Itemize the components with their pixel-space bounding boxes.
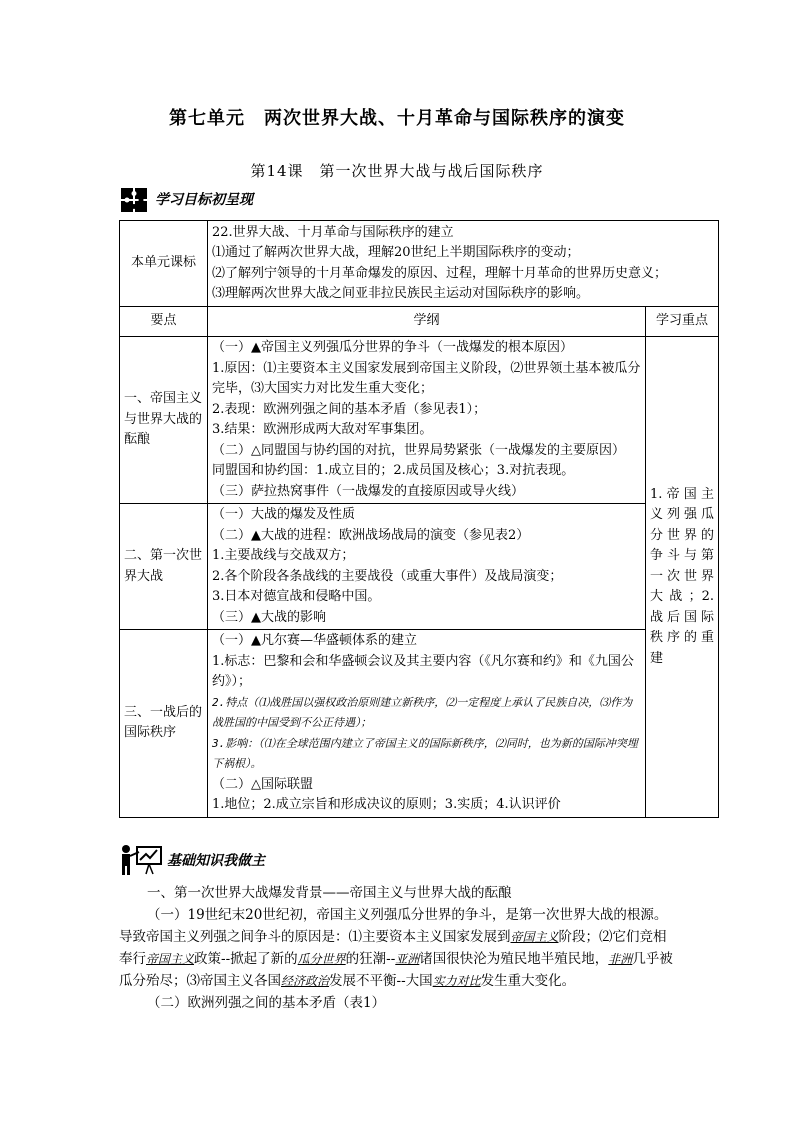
puzzle-icon <box>119 184 151 214</box>
header-focus: 学习重点 <box>645 307 718 337</box>
outline-line: 1.地位；2.成立宗旨和形成决议的原则；3.实质；4.认识评价 <box>212 797 561 812</box>
header-outline: 学纲 <box>208 307 646 337</box>
focus-cell: 1.帝国主义列强瓜分世界的争斗与第一次世界大战；2.战后国际秩序的重建 <box>645 337 718 818</box>
teacher-board-icon <box>119 844 163 876</box>
standards-line: ⑶理解两次世界大战之间亚非拉民族民主运动对国际秩序的影响。 <box>212 286 590 301</box>
standards-line: 22.世界大战、十月革命与国际秩序的建立 <box>212 224 454 240</box>
goals-section-label: 学习目标初呈现 <box>155 192 253 208</box>
point-cell: 三、一战后的国际秩序 <box>120 630 208 818</box>
outline-line: 3.日本对德宣战和侵略中国。 <box>212 589 381 604</box>
outline-line: 1.标志：巴黎和会和华盛顿会议及其主要内容（《凡尔赛和约》和《九国公约》）； <box>212 653 634 689</box>
outline-line: 1.原因：⑴主要资本主义国家发展到帝国主义阶段，⑵世界领土基本被瓜分完毕，⑶大国实力对比发生重大变化； <box>212 360 641 396</box>
outline-line: 3.影响：（⑴在全球范围内建立了帝国主义的国际新秩序，⑵同时，也为新的国际冲突埋下祸根）。 <box>212 736 638 770</box>
outline-line: （一）大战的爆发及性质 <box>212 507 356 522</box>
standards-line: ⑵了解列宁领导的十月革命爆发的原因、过程，理解十月革命的世界历史意义； <box>212 265 668 281</box>
outline-line: （一）▲凡尔赛—华盛顿体系的建立 <box>212 633 417 648</box>
point-cell: 二、第一次世界大战 <box>120 504 208 630</box>
point-cell: 一、帝国主义与世界大战的酝酿 <box>120 337 208 504</box>
outline-line: 2.表现：欧洲列强之间的基本矛盾（参见表1）； <box>212 401 487 417</box>
outline-line: （二）△国际联盟 <box>212 776 313 792</box>
header-point: 要点 <box>120 307 208 337</box>
outline-line: 2.特点（⑴战胜国以强权政治原则建立新秩序，⑵一定程度上承认了民族自决，⑶作为战胜国的中国受到不公正待遇）； <box>212 695 633 729</box>
outline-line: （三）萨拉热窝事件（一战爆发的直接原因或导火线） <box>212 483 525 499</box>
basics-section-label: 基础知识我做主 <box>167 853 265 869</box>
standards-content <box>208 221 719 307</box>
outline-line: 同盟国和协约国：1.成立目的；2.成员国及核心；3.对抗表现。 <box>212 463 575 478</box>
objectives-table <box>119 220 719 818</box>
basics-heading: 一、第一次世界大战爆发背景——帝国主义与世界大战的酝酿 <box>147 885 512 901</box>
goals-section-head <box>119 184 253 214</box>
standards-label: 本单元课标 <box>120 221 208 307</box>
outline-cell <box>208 504 646 630</box>
outline-line: （一）▲帝国主义列强瓜分世界的争斗（一战爆发的根本原因） <box>212 340 573 355</box>
outline-line: 1.主要战线与交战双方； <box>212 548 355 563</box>
basics-paragraph: （一）19世纪末20世纪初，帝国主义列强瓜分世界的争斗，是第一次世界大战的根源。导致帝国主义列强之间争斗的原因是：⑴主要资本主义国家发展到帝国主义阶段；⑵它们竞相奉行帝国主义政策--掀起了新的瓜分世界的狂潮--亚洲诸国很快沦为殖民地半殖民地，非洲几乎被瓜分殆尽；⑶帝国主义各国经济政治发展不平衡--大国实力对比发生重大变化。 <box>119 907 673 989</box>
standards-line: ⑴通过了解两次世界大战，理解20世纪上半期国际秩序的变动； <box>212 245 580 260</box>
basics-body <box>119 882 679 1014</box>
outline-line: （二）▲大战的进程：欧洲战场战局的演变（参见表2） <box>212 527 530 543</box>
unit-title: 第七单元 两次世界大战、十月革命与国际秩序的演变 <box>169 108 625 129</box>
outline-cell <box>208 337 646 504</box>
outline-line: 2.各个阶段各条战线的主要战役（或重大事件）及战局演变； <box>212 568 563 584</box>
outline-line: （三）▲大战的影响 <box>212 609 326 625</box>
basics-section-head <box>119 845 265 875</box>
basics-paragraph: （二）欧洲列强之间的基本矛盾（表1） <box>147 995 386 1011</box>
lesson-title: 第14课 第一次世界大战与战后国际秩序 <box>250 162 544 180</box>
outline-line: 3.结果：欧洲形成两大敌对军事集团。 <box>212 422 433 437</box>
outline-line: （二）△同盟国与协约国的对抗，世界局势紧张（一战爆发的主要原因） <box>212 442 625 458</box>
outline-cell <box>208 630 646 818</box>
